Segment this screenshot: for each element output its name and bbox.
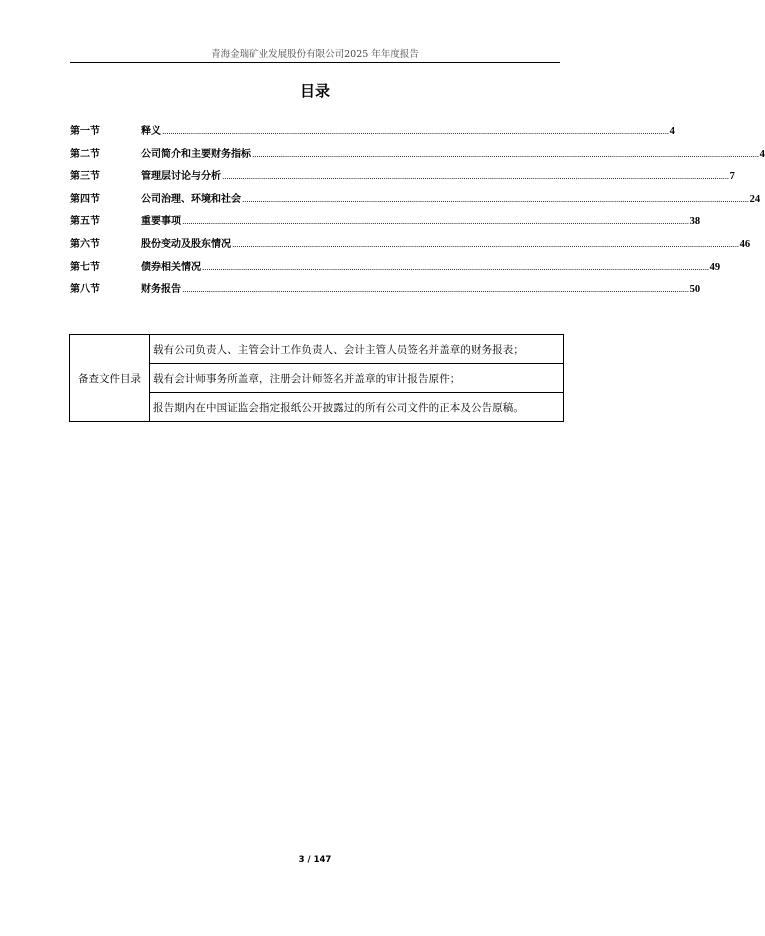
toc-entry-8[interactable] xyxy=(70,280,701,303)
toc-dot-leader: ........................................................................................................................................................................................................................................................ xyxy=(232,239,739,249)
reference-document-item: 载有公司负责人、主管会计工作负责人、会计主管人员签名并盖章的财务报表； xyxy=(150,335,564,364)
toc-entry-5[interactable] xyxy=(70,212,701,235)
toc-section-title: 管理层讨论与分析 xyxy=(141,171,221,183)
toc-dot-leader: ........................................................................................................................................................................................................................................................ xyxy=(202,262,709,272)
toc-dot-leader: ........................................................................................................................................................................................................................................................ xyxy=(242,194,749,204)
toc-page-number: 7 xyxy=(729,171,735,183)
toc-section-title: 股份变动及股东情况 xyxy=(141,238,231,250)
toc-entry-6[interactable] xyxy=(70,235,751,258)
toc-section-title: 重要事项 xyxy=(141,216,181,228)
toc-page-number: 46 xyxy=(739,238,751,250)
toc-entry-7[interactable] xyxy=(70,258,721,281)
table-row xyxy=(70,335,564,364)
toc-section-number: 第一节 xyxy=(70,126,100,137)
toc-entry-4[interactable] xyxy=(70,190,761,213)
toc-section-number: 第四节 xyxy=(70,193,100,205)
toc-page-number: 24 xyxy=(749,193,761,205)
reference-documents-table xyxy=(69,334,564,422)
toc-dot-leader: ........................................................................................................................................................................................................................................................ xyxy=(222,172,729,182)
toc-entry-3[interactable] xyxy=(70,167,735,190)
page-number: 3 / 147 xyxy=(298,855,332,865)
toc-dot-leader: ........................................................................................................................................................................................................................................................ xyxy=(162,127,669,136)
toc-title: 目录 xyxy=(299,82,330,100)
toc-section-title: 财务报告 xyxy=(141,284,181,296)
running-header: 青海金瑞矿业发展股份有限公司2025 年年度报告 xyxy=(211,49,419,60)
table-of-contents xyxy=(70,122,765,303)
header-divider xyxy=(70,62,560,63)
reference-documents-label: 备查文件目录 xyxy=(70,335,150,422)
toc-page-number: 4 xyxy=(759,148,765,160)
toc-page-number: 38 xyxy=(689,216,701,228)
toc-section-title: 债券相关情况 xyxy=(141,261,201,273)
toc-entry-2[interactable] xyxy=(70,145,765,168)
toc-dot-leader: ........................................................................................................................................................................................................................................................ xyxy=(252,149,759,159)
toc-section-title: 公司简介和主要财务指标 xyxy=(141,148,251,160)
toc-section-number: 第二节 xyxy=(70,148,100,160)
toc-page-number: 50 xyxy=(689,284,701,296)
toc-section-number: 第六节 xyxy=(70,238,100,250)
toc-dot-leader: ........................................................................................................................................................................................................................................................ xyxy=(182,285,689,295)
toc-entry-1[interactable] xyxy=(70,122,675,145)
toc-section-number: 第七节 xyxy=(70,261,100,273)
toc-page-number: 4 xyxy=(669,126,675,137)
toc-section-number: 第五节 xyxy=(70,216,100,228)
toc-dot-leader: ........................................................................................................................................................................................................................................................ xyxy=(182,217,689,227)
toc-page-number: 49 xyxy=(709,261,721,273)
reference-document-item: 报告期内在中国证监会指定报纸公开披露过的所有公司文件的正本及公告原稿。 xyxy=(150,393,564,422)
reference-document-item: 载有会计师事务所盖章，注册会计师签名并盖章的审计报告原件； xyxy=(150,364,564,393)
toc-section-title: 公司治理、环境和社会 xyxy=(141,193,241,205)
toc-section-number: 第三节 xyxy=(70,171,100,183)
toc-section-title: 释义 xyxy=(141,126,161,137)
toc-section-number: 第八节 xyxy=(70,284,100,296)
